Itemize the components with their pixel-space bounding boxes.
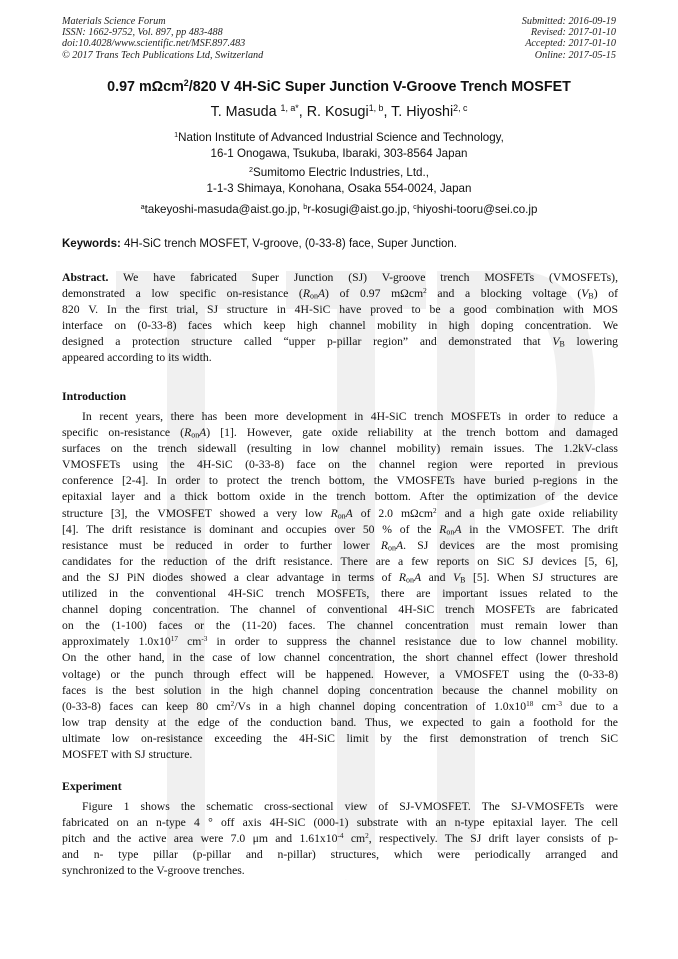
issn-line: ISSN: 1662-9752, Vol. 897, pp 483-488 [62,27,223,39]
text-line: and the SJ PiN diodes showed a clear advantage in terms of $R_{on}A$ and $V_B$ [5]. When SJ structures are [62,570,618,585]
text-line: 820 V. In the first trial, SJ structure in 4H-SiC have proved to be a good combination with MOS [62,303,618,317]
journal-name: Materials Science Forum [62,16,166,27]
revised-date: Revised: 2017-01-10 [530,27,616,39]
text-line: appeared according to its width. [62,351,212,365]
text-line: ultimate low on-resistance exceeding the 4H-SiC limit by the first demonstration of trench SiC [62,731,618,745]
text-line: and n- type pillar (p-pillar and n-pillar) structures, which were periodically arranged and [62,848,618,862]
text-line: Abstract. We have fabricated Super Junction (SJ) V-groove trench MOSFETs (VMOSFETs), [62,271,618,284]
text-line: designed a protection structure called “upper p-pillar region” and demonstrated that $V_B$ lowering [62,335,619,349]
experiment-body [62,799,618,879]
text-line: On the other hand, in the case of low channel concentration, the short channel effect (lower threshold [62,651,618,665]
affiliation-1: $^1$Nation Institute of Advanced Industrial Science and Technology, 16-1 Onogawa, Tsukuba, Ibaraki, 303-8564 Japan [174,130,504,160]
text-line: approximately $1.0x10^{17}$ $cm^{-3}$ in order to suppress the channel resistance due to low channel mobility. [62,635,619,649]
author-3: T. Hiyoshi [391,104,454,120]
text-line: In recent years, there has been more development in 4H-SiC trench MOSFETs in order to reduce a [82,410,618,423]
text-line: faces is the best solution in the high channel doping concentration because the channel mobility on [62,683,618,697]
text-line: demonstrated a low specific on-resistance $(R_{on}A)$ of 0.97 mΩcm$^2$ and a blocking voltage $(V_B)$ of [62,287,618,301]
keywords-text: 4H-SiC trench MOSFET, V-groove, (0-33-8) face, Super Junction. [120,238,457,250]
text-line: epitaxial layer and a thick bottom oxide in the trench bottom. After the optimization of the device [62,490,618,504]
dates-header [522,16,616,61]
keywords-label: Keywords: [62,238,121,250]
text-line: channel doping concentration. The channel of conventional 4H-SiC trench MOSFETs are fabricated [62,603,618,617]
copyright-line: © 2017 Trans Tech Publications Ltd, Switzerland [62,49,264,61]
text-line: candidates for the reduction of the drift resistance. There are a few reports on SiC SJ devices [5, 6], [62,554,618,568]
text-line: VMOSFETs using the 4H-SiC (0-33-8) face on the channel region were reported in previous [62,458,618,472]
keywords [62,238,618,250]
paper-title: 0.97 mΩcm$^2$/820 V 4H-SiC Super Junction V-Groove Trench MOSFET [107,78,571,95]
accepted-date: Accepted: 2017-01-10 [525,38,616,50]
text-line: interface on (0-33-8) faces which keep high channel mobility in high doping concentration. We [62,319,618,333]
watermark-text: TTP [345,880,347,881]
text-line: resistance must be reduced in order to further lower $R_{on}A$. SJ devices are the most promising [62,538,618,553]
text-line: (0-33-8) faces can keep 80 $cm^2/Vs$ in a high channel doping concentration of $1.0x10^{18}$ $cm^{-3}$ due to a [62,699,619,713]
text-line: low trap density at the edge of the conduction band. Thus, we expected to gain a foothold for the [62,715,618,729]
text-line: utilized in the conventional 4H-SiC trench MOSFETs, there are important issues related to the [62,587,618,601]
author-list: T. Masuda $^{1, a*}$, R. Kosugi$^{1, b}$, T. Hiyoshi$^{2, c}$ [210,103,468,120]
experiment-heading: Experiment [62,779,122,793]
abstract-label: Abstract. [62,271,109,284]
text-line: [4]. The drift resistance is dominant and occupies over 50 % of the $R_{on}A$ in the VMOSFET. The drift [62,522,618,537]
text-line: Figure 1 shows the schematic cross-sectional view of SJ-VMOSFET. The SJ-VMOSFETs were [82,800,618,813]
text-line: on the (1-100) faces or the (11-20) faces. The channel concentration must remain lower than [62,619,618,633]
affiliation-2: $^2$Sumitomo Electric Industries, Ltd., 1-1-3 Shimaya, Konohana, Osaka 554-0024, Japan [206,165,472,195]
text-line: specific on-resistance $(R_{on}A)$ [1]. However, gate oxide reliability at the trench bottom and damaged [62,426,618,440]
text-line: MOSFET with SJ structure. [62,747,193,761]
online-date: Online: 2017-05-15 [534,49,616,61]
journal-header [62,16,263,61]
text-line: fabricated on an n-type 4 ° off axis 4H-SiC (000-1) substrate with an n-type epitaxial layer. The cell [62,816,618,830]
text-line: structure [3], the VMOSFET showed a very low $R_{on}A$ of 2.0 mΩcm$^2$ and a high gate oxide reliability [62,506,618,521]
introduction-heading: Introduction [62,389,127,403]
doi-line: doi:10.4028/www.scientific.net/MSF.897.483 [62,38,246,50]
text-line: surfaces on the trench sidewall (resulting in low channel mobility) remain issues. The 1.2kV-class [62,442,618,456]
author-1: T. Masuda [210,104,281,120]
text-line: pitch and the active area were 7.0 μm and $1.61x10^{-4}$ $cm^2$, respectively. The SJ drift layer consists of p- [62,832,618,846]
introduction-body [62,409,618,763]
abstract-section [62,270,618,367]
submitted-date: Submitted: 2016-09-19 [521,16,616,27]
text-line: voltage) or the punch through effect will be happened. However, a VMOSFET using the (0-33-8) [62,667,618,681]
text-line: synchronized to the V-groove trenches. [62,864,245,878]
text-line: conference [2-4]. In order to protect the trench bottom, the VMOSFETs have buried p-regions in the [62,474,618,488]
author-emails: $^a$takeyoshi-masuda@aist.go.jp, $^b$r-kosugi@aist.go.jp, $^c$hiyoshi-tooru@sei.co.jp [140,202,538,216]
author-2: R. Kosugi [306,104,369,120]
